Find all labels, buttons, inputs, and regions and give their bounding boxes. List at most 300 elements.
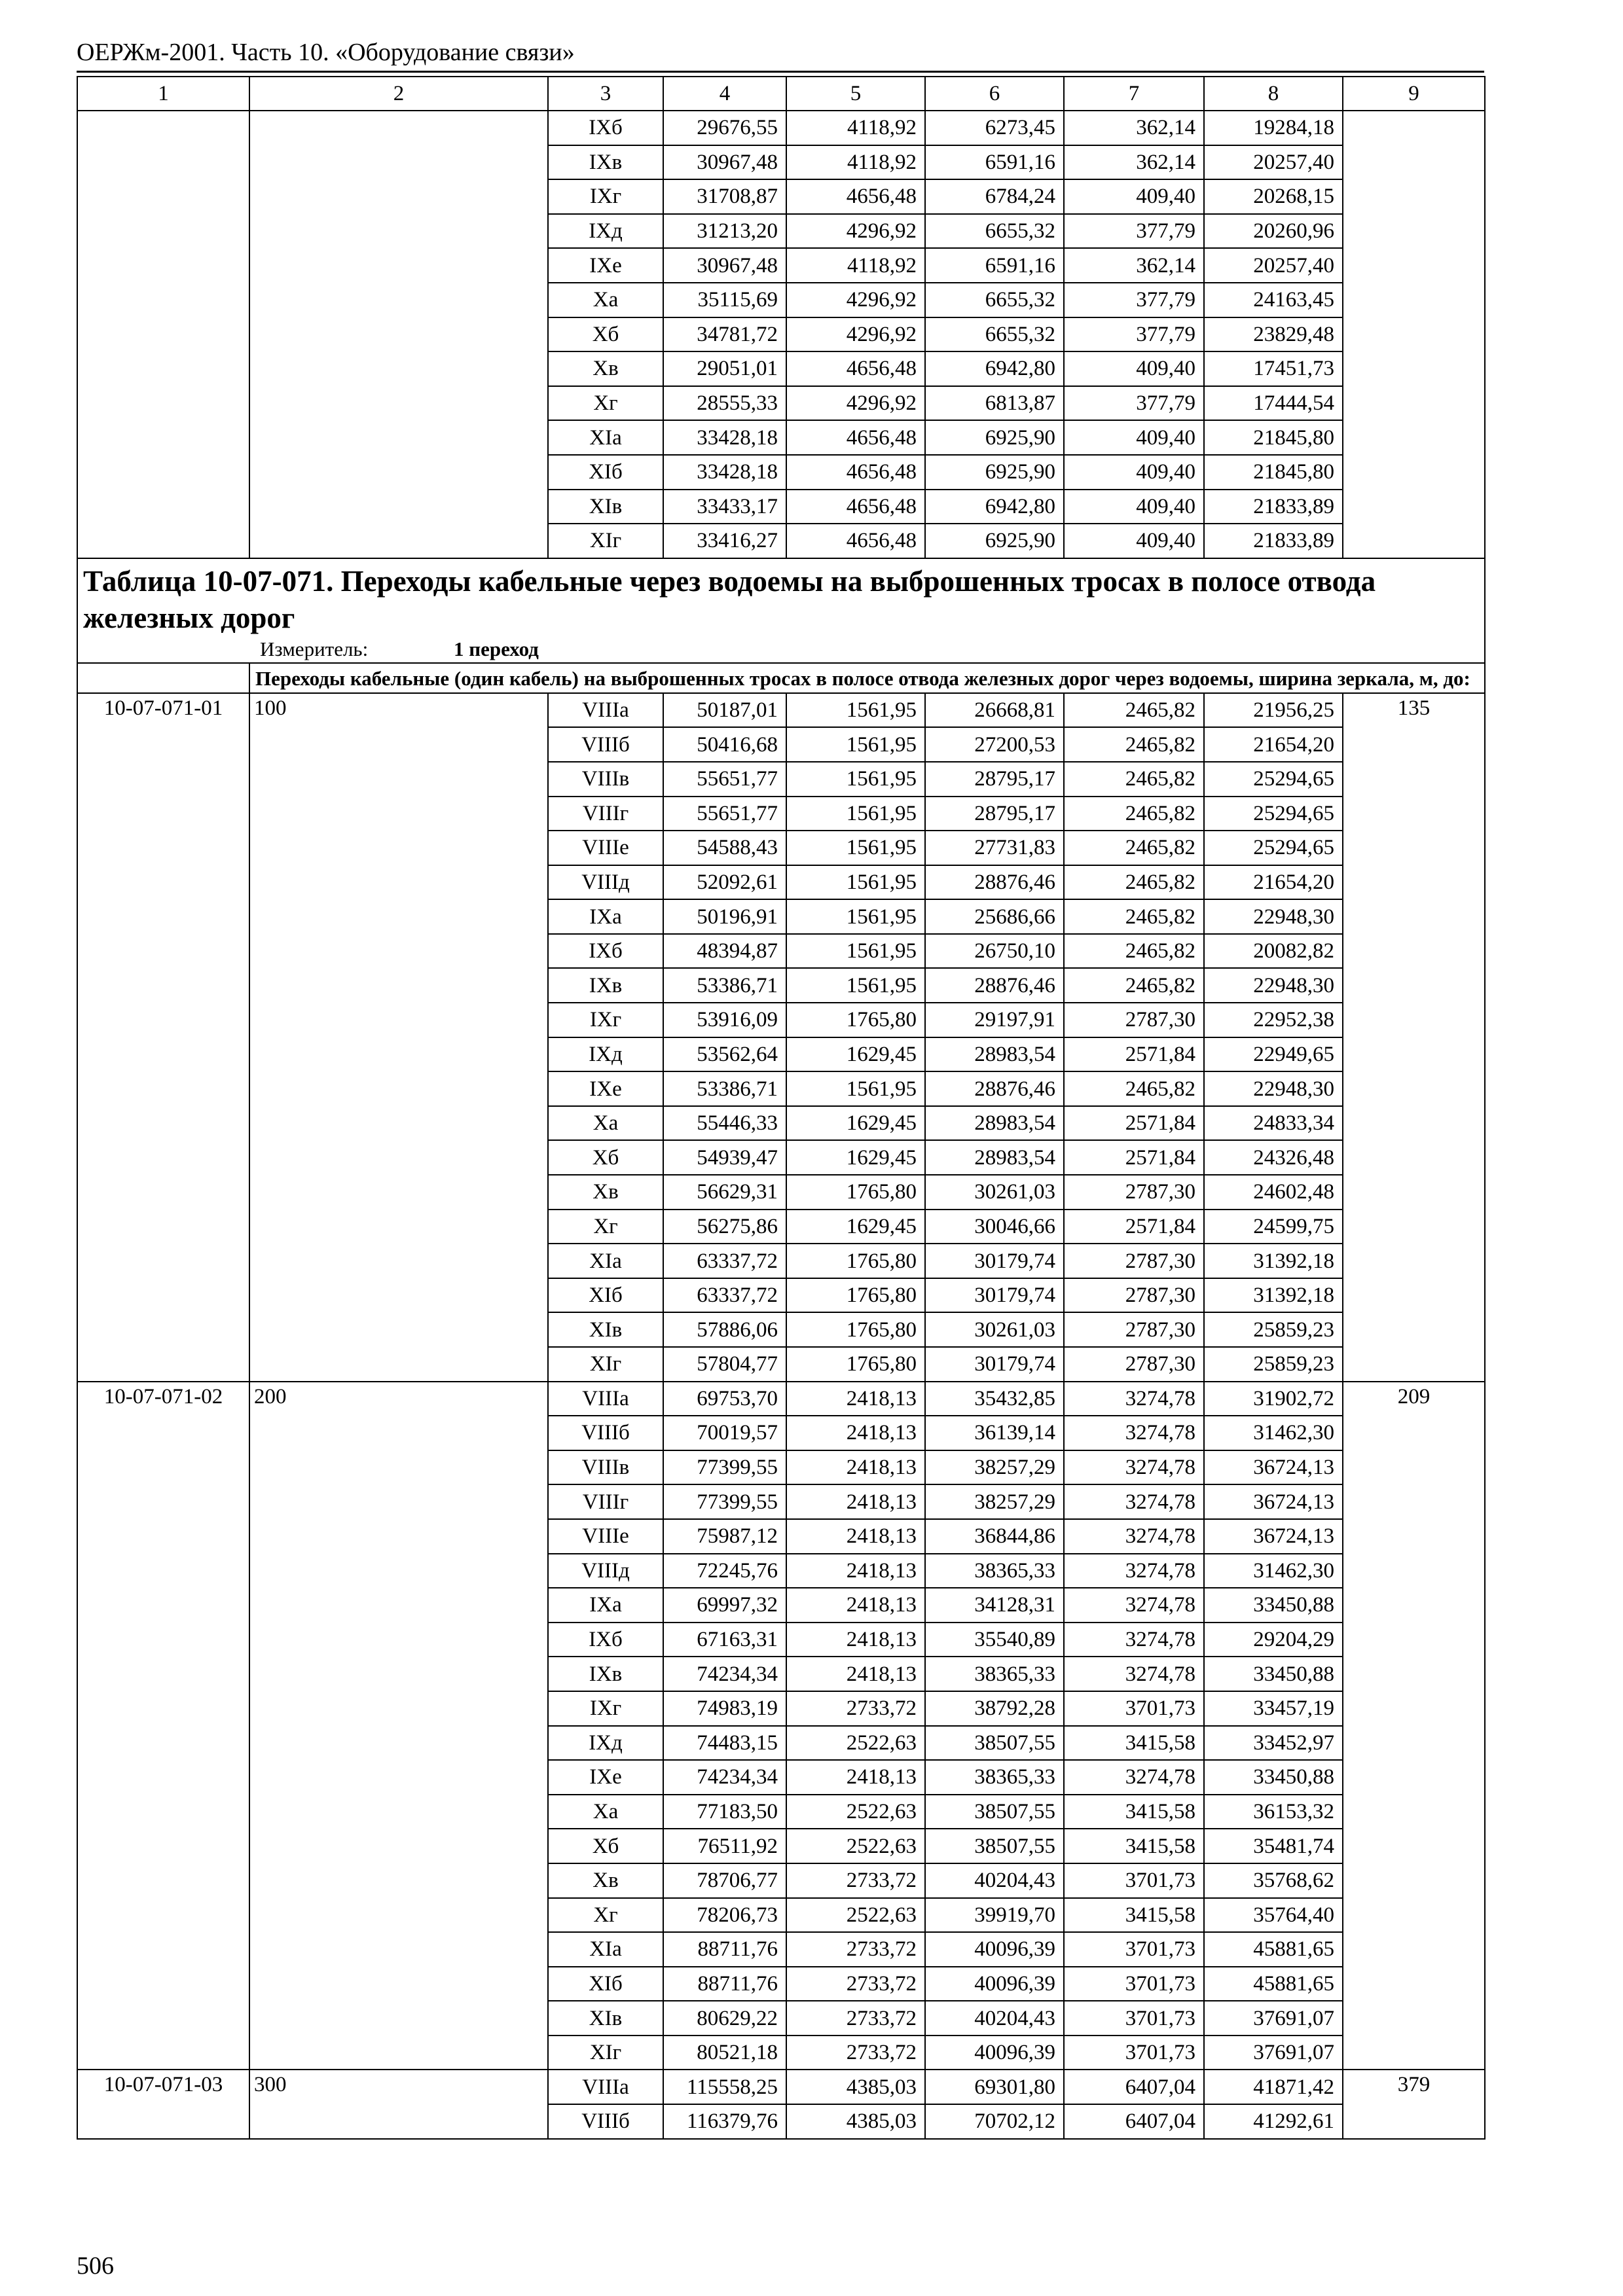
zone-cell: XIб	[548, 455, 663, 490]
zone-cell: Xа	[548, 283, 663, 317]
zone-cell: IXд	[548, 1726, 663, 1761]
table-title-row	[77, 558, 1485, 663]
value-cell: 2418,13	[786, 1657, 925, 1691]
value-cell: 1561,95	[786, 762, 925, 797]
value-cell: 3701,73	[1064, 1863, 1204, 1898]
value-cell: 31902,72	[1204, 1382, 1343, 1416]
zone-cell: IXе	[548, 1071, 663, 1106]
value-cell: 6813,87	[925, 386, 1064, 421]
value-cell: 72245,76	[663, 1554, 786, 1588]
value-cell: 38365,33	[925, 1657, 1064, 1691]
value-cell: 27731,83	[925, 831, 1064, 865]
value-cell: 28983,54	[925, 1106, 1064, 1141]
zone-cell: Xб	[548, 1829, 663, 1863]
value-cell: 25859,23	[1204, 1312, 1343, 1347]
value-cell: 21654,20	[1204, 727, 1343, 762]
value-cell: 1561,95	[786, 1071, 925, 1106]
value-cell: 24602,48	[1204, 1175, 1343, 1210]
value-cell: 28555,33	[663, 386, 786, 421]
value-cell: 4656,48	[786, 351, 925, 386]
value-cell: 409,40	[1064, 179, 1204, 214]
value-cell: 34128,31	[925, 1588, 1064, 1623]
zone-cell: XIа	[548, 1932, 663, 1967]
value-cell: 35481,74	[1204, 1829, 1343, 1863]
value-cell: 40096,39	[925, 1967, 1064, 2001]
value-cell: 2418,13	[786, 1484, 925, 1519]
zone-cell: XIб	[548, 1278, 663, 1313]
value-cell: 1765,80	[786, 1175, 925, 1210]
zone-cell: XIг	[548, 524, 663, 558]
value-cell: 31708,87	[663, 179, 786, 214]
value-cell: 24833,34	[1204, 1106, 1343, 1141]
value-cell: 409,40	[1064, 524, 1204, 558]
value-cell: 6591,16	[925, 248, 1064, 283]
value-cell: 45881,65	[1204, 1967, 1343, 2001]
measure-line	[83, 636, 1479, 662]
zone-cell: IXг	[548, 1003, 663, 1037]
value-cell: 35764,40	[1204, 1898, 1343, 1933]
value-cell: 53386,71	[663, 1071, 786, 1106]
value-cell: 38792,28	[925, 1691, 1064, 1726]
value-cell: 50187,01	[663, 693, 786, 728]
value-cell: 4656,48	[786, 179, 925, 214]
column-number-cell: 9	[1343, 77, 1485, 111]
value-cell: 75987,12	[663, 1519, 786, 1554]
value-cell: 21654,20	[1204, 865, 1343, 900]
value-cell: 1561,95	[786, 831, 925, 865]
value-cell: 2465,82	[1064, 1071, 1204, 1106]
value-cell: 57886,06	[663, 1312, 786, 1347]
value-cell: 6655,32	[925, 317, 1064, 352]
value-cell: 2733,72	[786, 1691, 925, 1726]
col9-value-cell: 135	[1343, 693, 1485, 1382]
value-cell: 22949,65	[1204, 1037, 1343, 1072]
value-cell: 2418,13	[786, 1416, 925, 1450]
value-cell: 20257,40	[1204, 248, 1343, 283]
value-cell: 33450,88	[1204, 1657, 1343, 1691]
value-cell: 2733,72	[786, 1863, 925, 1898]
column-number-row	[77, 77, 1485, 111]
value-cell: 22952,38	[1204, 1003, 1343, 1037]
value-cell: 6273,45	[925, 111, 1064, 145]
value-cell: 377,79	[1064, 386, 1204, 421]
zone-cell: IXв	[548, 968, 663, 1003]
column-number-cell: 6	[925, 77, 1064, 111]
mirror-width-cell: 200	[249, 1382, 548, 2070]
value-cell: 25686,66	[925, 899, 1064, 934]
value-cell: 21833,89	[1204, 524, 1343, 558]
value-cell: 3415,58	[1064, 1898, 1204, 1933]
value-cell: 3274,78	[1064, 1760, 1204, 1795]
value-cell: 28795,17	[925, 797, 1064, 831]
value-cell: 88711,76	[663, 1932, 786, 1967]
value-cell: 3274,78	[1064, 1484, 1204, 1519]
value-cell: 40096,39	[925, 1932, 1064, 1967]
value-cell: 6784,24	[925, 179, 1064, 214]
value-cell: 29204,29	[1204, 1623, 1343, 1657]
value-cell: 28876,46	[925, 968, 1064, 1003]
value-cell: 2465,82	[1064, 968, 1204, 1003]
zone-cell: XIг	[548, 2036, 663, 2070]
value-cell: 55651,77	[663, 797, 786, 831]
empty-col9-cell	[1343, 111, 1485, 558]
table-row	[77, 111, 1485, 145]
value-cell: 45881,65	[1204, 1932, 1343, 1967]
value-cell: 70702,12	[925, 2104, 1064, 2139]
value-cell: 55446,33	[663, 1106, 786, 1141]
value-cell: 2571,84	[1064, 1210, 1204, 1244]
value-cell: 63337,72	[663, 1244, 786, 1278]
value-cell: 40204,43	[925, 2001, 1064, 2036]
value-cell: 26668,81	[925, 693, 1064, 728]
value-cell: 36724,13	[1204, 1450, 1343, 1485]
rate-code-cell: 10-07-071-03	[77, 2070, 249, 2138]
value-cell: 115558,25	[663, 2070, 786, 2104]
value-cell: 28983,54	[925, 1037, 1064, 1072]
value-cell: 78706,77	[663, 1863, 786, 1898]
value-cell: 56275,86	[663, 1210, 786, 1244]
value-cell: 4656,48	[786, 420, 925, 455]
value-cell: 1765,80	[786, 1312, 925, 1347]
zone-cell: IXд	[548, 1037, 663, 1072]
value-cell: 4656,48	[786, 490, 925, 524]
value-cell: 30179,74	[925, 1244, 1064, 1278]
zone-cell: IXа	[548, 1588, 663, 1623]
value-cell: 3274,78	[1064, 1588, 1204, 1623]
value-cell: 2733,72	[786, 1932, 925, 1967]
value-cell: 55651,77	[663, 762, 786, 797]
value-cell: 35115,69	[663, 283, 786, 317]
value-cell: 6407,04	[1064, 2070, 1204, 2104]
value-cell: 1765,80	[786, 1244, 925, 1278]
value-cell: 1629,45	[786, 1140, 925, 1175]
zone-cell: IXе	[548, 248, 663, 283]
value-cell: 28876,46	[925, 1071, 1064, 1106]
zone-cell: VIIIб	[548, 727, 663, 762]
column-number-cell: 4	[663, 77, 786, 111]
zone-cell: VIIIа	[548, 1382, 663, 1416]
zone-cell: XIв	[548, 1312, 663, 1347]
value-cell: 2571,84	[1064, 1037, 1204, 1072]
value-cell: 377,79	[1064, 317, 1204, 352]
subheader-row	[77, 663, 1485, 693]
value-cell: 30261,03	[925, 1175, 1064, 1210]
zone-cell: VIIIд	[548, 1554, 663, 1588]
zone-cell: VIIIе	[548, 1519, 663, 1554]
zone-cell: VIIIе	[548, 831, 663, 865]
zone-cell: IXд	[548, 214, 663, 249]
value-cell: 35768,62	[1204, 1863, 1343, 1898]
page-number: 506	[77, 2252, 114, 2280]
value-cell: 20260,96	[1204, 214, 1343, 249]
value-cell: 2522,63	[786, 1795, 925, 1829]
value-cell: 33450,88	[1204, 1588, 1343, 1623]
value-cell: 1561,95	[786, 797, 925, 831]
value-cell: 25294,65	[1204, 831, 1343, 865]
value-cell: 1561,95	[786, 693, 925, 728]
empty-name-cell	[249, 111, 548, 558]
value-cell: 2465,82	[1064, 762, 1204, 797]
table-row	[77, 2070, 1485, 2104]
value-cell: 27200,53	[925, 727, 1064, 762]
value-cell: 30967,48	[663, 145, 786, 180]
value-cell: 33416,27	[663, 524, 786, 558]
col9-value-cell: 379	[1343, 2070, 1485, 2138]
value-cell: 36844,86	[925, 1519, 1064, 1554]
value-cell: 4385,03	[786, 2070, 925, 2104]
value-cell: 3415,58	[1064, 1726, 1204, 1761]
value-cell: 74983,19	[663, 1691, 786, 1726]
zone-cell: XIа	[548, 1244, 663, 1278]
zone-cell: VIIIд	[548, 865, 663, 900]
value-cell: 69753,70	[663, 1382, 786, 1416]
value-cell: 4296,92	[786, 386, 925, 421]
value-cell: 31462,30	[1204, 1554, 1343, 1588]
value-cell: 1561,95	[786, 899, 925, 934]
value-cell: 74483,15	[663, 1726, 786, 1761]
value-cell: 39919,70	[925, 1898, 1064, 1933]
zone-cell: Xв	[548, 1863, 663, 1898]
value-cell: 21956,25	[1204, 693, 1343, 728]
value-cell: 78206,73	[663, 1898, 786, 1933]
value-cell: 52092,61	[663, 865, 786, 900]
value-cell: 29676,55	[663, 111, 786, 145]
value-cell: 77399,55	[663, 1484, 786, 1519]
mirror-width-cell: 300	[249, 2070, 548, 2138]
value-cell: 2418,13	[786, 1588, 925, 1623]
value-cell: 31462,30	[1204, 1416, 1343, 1450]
value-cell: 2522,63	[786, 1898, 925, 1933]
value-cell: 36724,13	[1204, 1484, 1343, 1519]
value-cell: 34781,72	[663, 317, 786, 352]
zone-cell: Xб	[548, 317, 663, 352]
value-cell: 6942,80	[925, 351, 1064, 386]
value-cell: 6591,16	[925, 145, 1064, 180]
value-cell: 88711,76	[663, 1967, 786, 2001]
value-cell: 36724,13	[1204, 1519, 1343, 1554]
zone-cell: Xв	[548, 1175, 663, 1210]
value-cell: 21833,89	[1204, 490, 1343, 524]
zone-cell: VIIIв	[548, 1450, 663, 1485]
value-cell: 38257,29	[925, 1484, 1064, 1519]
zone-cell: XIг	[548, 1347, 663, 1382]
column-number-cell: 5	[786, 77, 925, 111]
value-cell: 53916,09	[663, 1003, 786, 1037]
value-cell: 31213,20	[663, 214, 786, 249]
value-cell: 74234,34	[663, 1760, 786, 1795]
col9-value-cell: 209	[1343, 1382, 1485, 2070]
value-cell: 67163,31	[663, 1623, 786, 1657]
zone-cell: XIв	[548, 490, 663, 524]
zone-cell: VIIIа	[548, 693, 663, 728]
value-cell: 33450,88	[1204, 1760, 1343, 1795]
zone-cell: VIIIг	[548, 1484, 663, 1519]
rate-code-cell: 10-07-071-02	[77, 1382, 249, 2070]
value-cell: 25294,65	[1204, 762, 1343, 797]
value-cell: 4296,92	[786, 214, 925, 249]
value-cell: 48394,87	[663, 934, 786, 969]
value-cell: 38507,55	[925, 1829, 1064, 1863]
value-cell: 20082,82	[1204, 934, 1343, 969]
value-cell: 2418,13	[786, 1760, 925, 1795]
value-cell: 2465,82	[1064, 727, 1204, 762]
value-cell: 56629,31	[663, 1175, 786, 1210]
value-cell: 31392,18	[1204, 1244, 1343, 1278]
value-cell: 2787,30	[1064, 1003, 1204, 1037]
value-cell: 36153,32	[1204, 1795, 1343, 1829]
value-cell: 40096,39	[925, 2036, 1064, 2070]
measure-value: 1 переход	[454, 637, 539, 660]
column-number-cell: 2	[249, 77, 548, 111]
header-rule	[77, 71, 1484, 73]
value-cell: 22948,30	[1204, 899, 1343, 934]
value-cell: 21845,80	[1204, 420, 1343, 455]
value-cell: 3274,78	[1064, 1382, 1204, 1416]
zone-cell: VIIIа	[548, 2070, 663, 2104]
rates-table-container	[77, 76, 1484, 2140]
value-cell: 3274,78	[1064, 1623, 1204, 1657]
value-cell: 4118,92	[786, 248, 925, 283]
value-cell: 33457,19	[1204, 1691, 1343, 1726]
value-cell: 35540,89	[925, 1623, 1064, 1657]
table-title: Таблица 10-07-071. Переходы кабельные через водоемы на выброшенных тросах в полосе отвода железных дорог	[83, 564, 1376, 634]
value-cell: 2465,82	[1064, 831, 1204, 865]
value-cell: 4296,92	[786, 317, 925, 352]
subheader-cell: Переходы кабельные (один кабель) на выброшенных тросах в полосе отвода железных дорог через водоемы, ширина зеркала, м, до:	[249, 663, 1485, 693]
value-cell: 25859,23	[1204, 1347, 1343, 1382]
value-cell: 6925,90	[925, 420, 1064, 455]
value-cell: 17444,54	[1204, 386, 1343, 421]
value-cell: 21845,80	[1204, 455, 1343, 490]
value-cell: 6942,80	[925, 490, 1064, 524]
value-cell: 33428,18	[663, 455, 786, 490]
empty-code-cell	[77, 111, 249, 558]
column-number-cell: 8	[1204, 77, 1343, 111]
value-cell: 2465,82	[1064, 865, 1204, 900]
zone-cell: IXг	[548, 1691, 663, 1726]
value-cell: 29197,91	[925, 1003, 1064, 1037]
value-cell: 38257,29	[925, 1450, 1064, 1485]
value-cell: 2418,13	[786, 1554, 925, 1588]
value-cell: 50196,91	[663, 899, 786, 934]
value-cell: 31392,18	[1204, 1278, 1343, 1313]
value-cell: 33428,18	[663, 420, 786, 455]
value-cell: 2733,72	[786, 2001, 925, 2036]
value-cell: 28876,46	[925, 865, 1064, 900]
value-cell: 30179,74	[925, 1347, 1064, 1382]
value-cell: 77399,55	[663, 1450, 786, 1485]
zone-cell: IXб	[548, 111, 663, 145]
zone-cell: VIIIг	[548, 797, 663, 831]
value-cell: 63337,72	[663, 1278, 786, 1313]
value-cell: 2465,82	[1064, 934, 1204, 969]
value-cell: 409,40	[1064, 455, 1204, 490]
value-cell: 37691,07	[1204, 2001, 1343, 2036]
value-cell: 6925,90	[925, 524, 1064, 558]
zone-cell: VIIIв	[548, 762, 663, 797]
value-cell: 4385,03	[786, 2104, 925, 2139]
zone-cell: IXв	[548, 145, 663, 180]
value-cell: 1765,80	[786, 1278, 925, 1313]
rates-table	[77, 76, 1486, 2140]
value-cell: 6925,90	[925, 455, 1064, 490]
value-cell: 22948,30	[1204, 968, 1343, 1003]
value-cell: 4656,48	[786, 455, 925, 490]
value-cell: 2465,82	[1064, 693, 1204, 728]
value-cell: 4296,92	[786, 283, 925, 317]
value-cell: 38507,55	[925, 1795, 1064, 1829]
value-cell: 22948,30	[1204, 1071, 1343, 1106]
value-cell: 1629,45	[786, 1210, 925, 1244]
zone-cell: IXа	[548, 899, 663, 934]
value-cell: 53386,71	[663, 968, 786, 1003]
value-cell: 33452,97	[1204, 1726, 1343, 1761]
table-row	[77, 1382, 1485, 1416]
value-cell: 2418,13	[786, 1382, 925, 1416]
value-cell: 28795,17	[925, 762, 1064, 797]
zone-cell: Xв	[548, 351, 663, 386]
table-title-cell	[77, 558, 1485, 663]
value-cell: 409,40	[1064, 490, 1204, 524]
value-cell: 2418,13	[786, 1519, 925, 1554]
value-cell: 1765,80	[786, 1003, 925, 1037]
value-cell: 35432,85	[925, 1382, 1064, 1416]
value-cell: 41292,61	[1204, 2104, 1343, 2139]
value-cell: 69997,32	[663, 1588, 786, 1623]
value-cell: 3274,78	[1064, 1416, 1204, 1450]
value-cell: 377,79	[1064, 214, 1204, 249]
value-cell: 362,14	[1064, 145, 1204, 180]
value-cell: 2733,72	[786, 1967, 925, 2001]
value-cell: 6655,32	[925, 214, 1064, 249]
value-cell: 3415,58	[1064, 1795, 1204, 1829]
column-number-cell: 7	[1064, 77, 1204, 111]
value-cell: 38507,55	[925, 1726, 1064, 1761]
value-cell: 3701,73	[1064, 1932, 1204, 1967]
value-cell: 30179,74	[925, 1278, 1064, 1313]
value-cell: 41871,42	[1204, 2070, 1343, 2104]
value-cell: 2465,82	[1064, 797, 1204, 831]
zone-cell: XIв	[548, 2001, 663, 2036]
value-cell: 74234,34	[663, 1657, 786, 1691]
running-header: ОЕРЖм-2001. Часть 10. «Оборудование связи»	[77, 39, 575, 66]
value-cell: 38365,33	[925, 1554, 1064, 1588]
value-cell: 4118,92	[786, 145, 925, 180]
zone-cell: Xб	[548, 1140, 663, 1175]
value-cell: 2733,72	[786, 2036, 925, 2070]
value-cell: 20257,40	[1204, 145, 1343, 180]
value-cell: 80629,22	[663, 2001, 786, 2036]
value-cell: 2787,30	[1064, 1312, 1204, 1347]
column-number-cell: 3	[548, 77, 663, 111]
zone-cell: IXе	[548, 1760, 663, 1795]
value-cell: 2787,30	[1064, 1278, 1204, 1313]
value-cell: 3701,73	[1064, 1691, 1204, 1726]
value-cell: 2571,84	[1064, 1106, 1204, 1141]
value-cell: 1561,95	[786, 865, 925, 900]
zone-cell: Xг	[548, 386, 663, 421]
value-cell: 6407,04	[1064, 2104, 1204, 2139]
zone-cell: IXг	[548, 179, 663, 214]
value-cell: 38365,33	[925, 1760, 1064, 1795]
value-cell: 1561,95	[786, 934, 925, 969]
value-cell: 409,40	[1064, 351, 1204, 386]
mirror-width-cell: 100	[249, 693, 548, 1382]
value-cell: 3274,78	[1064, 1657, 1204, 1691]
value-cell: 362,14	[1064, 111, 1204, 145]
zone-cell: Xа	[548, 1795, 663, 1829]
value-cell: 116379,76	[663, 2104, 786, 2139]
